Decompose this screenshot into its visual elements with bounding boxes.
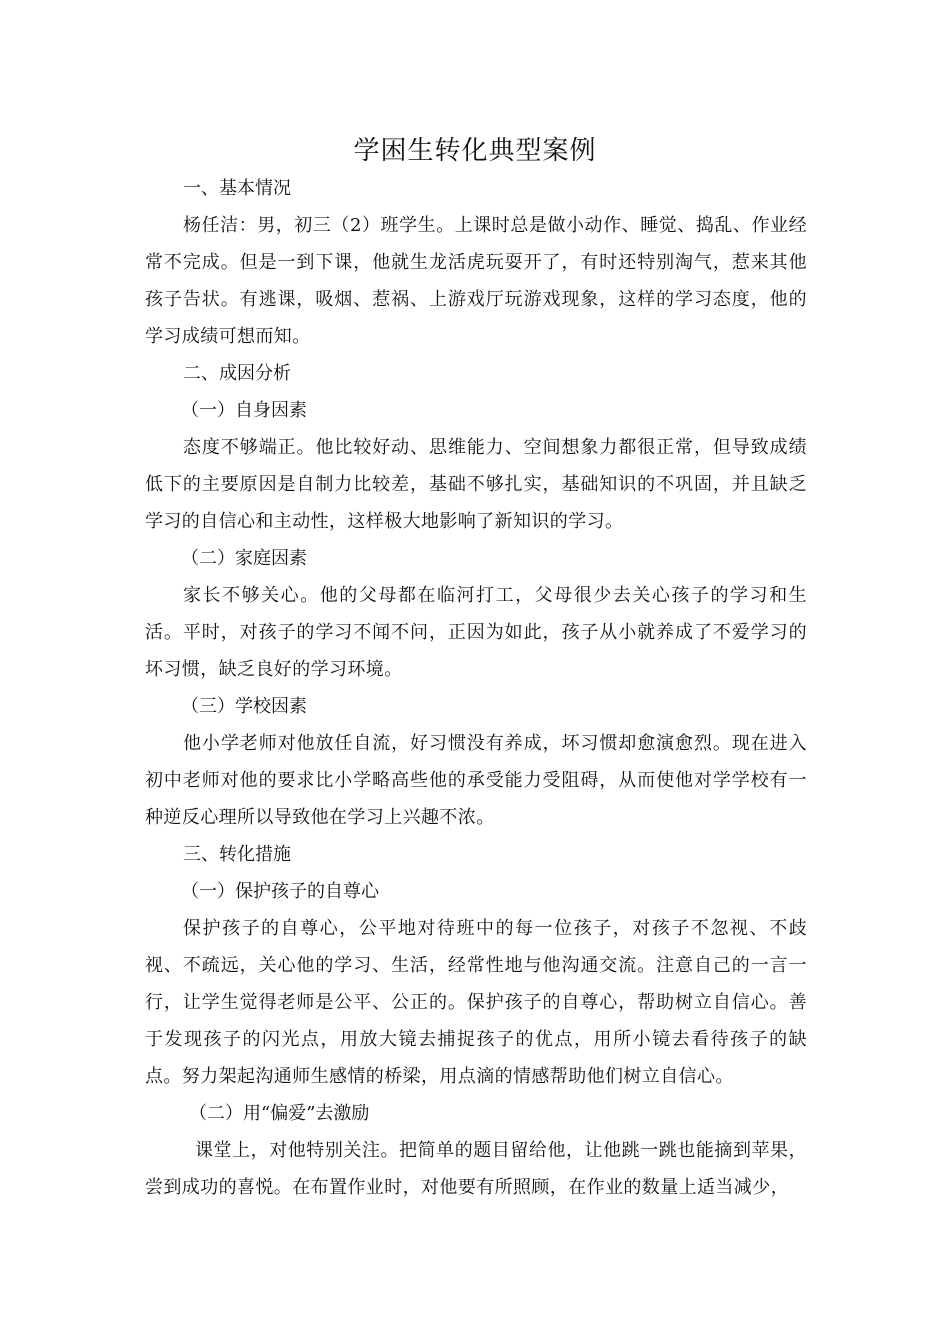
section-heading-basic-info: 一、基本情况 bbox=[183, 178, 291, 199]
paragraph-encouragement: 课堂上，对他特别关注。把简单的题目留给他，让他跳一跳也能摘到苹果，尝到成功的喜悦。在布置作业时，对他要有所照顾，在作业的数量上适当减少， bbox=[145, 1140, 807, 1198]
paragraph-basic-info: 杨任洁：男，初三（2）班学生。上课时总是做小动作、睡觉、捣乱、作业经常不完成。但是一到下课，他就生龙活虎玩耍开了，有时还特别淘气，惹来其他孩子告状。有逃课，吸烟、惹祸、上游戏厅玩游戏现象，这样的学习态度，他的学习成绩可想而知。 bbox=[145, 215, 807, 347]
subsection-heading-school-factors: （三）学校因素 bbox=[181, 696, 307, 717]
paragraph-school-factors: 他小学老师对他放任自流，好习惯没有养成，坏习惯却愈演愈烈。现在进入初中老师对他的要求比小学略高些他的承受能力受阻碍，从而使他对学学校有一种逆反心理所以导致他在学习上兴趣不浓。 bbox=[145, 733, 807, 828]
document-body bbox=[145, 170, 807, 1206]
document-title: 学困生转化典型案例 bbox=[353, 136, 597, 166]
paragraph-self-esteem: 保护孩子的自尊心，公平地对待班中的每一位孩子，对孩子不忽视、不歧视、不疏远，关心他的学习、生活，经常性地与他沟通交流。注意自己的一言一行，让学生觉得老师是公平、公正的。保护孩子的自尊心，帮助树立自信心。善于发现孩子的闪光点，用放大镜去捕捉孩子的优点，用所小镜去看待孩子的缺点。努力架起沟通师生感情的桥梁，用点滴的情感帮助他们树立自信心。 bbox=[145, 918, 807, 1087]
section-heading-measures: 三、转化措施 bbox=[183, 844, 291, 865]
subsection-heading-encouragement: （二）用“偏爱”去激励 bbox=[189, 1103, 370, 1124]
subsection-heading-self-factors: （一）自身因素 bbox=[181, 400, 307, 421]
section-heading-cause-analysis: 二、成因分析 bbox=[183, 363, 291, 384]
subsection-heading-self-esteem: （一）保护孩子的自尊心 bbox=[181, 881, 379, 902]
subsection-heading-family-factors: （二）家庭因素 bbox=[181, 548, 307, 569]
paragraph-family-factors: 家长不够关心。他的父母都在临河打工，父母很少去关心孩子的学习和生活。平时，对孩子的学习不闻不问，正因为如此，孩子从小就养成了不爱学习的坏习惯，缺乏良好的学习环境。 bbox=[145, 585, 807, 680]
paragraph-self-factors: 态度不够端正。他比较好动、思维能力、空间想象力都很正常，但导致成绩低下的主要原因是自制力比较差，基础不够扎实，基础知识的不巩固，并且缺乏学习的自信心和主动性，这样极大地影响了新知识的学习。 bbox=[145, 437, 807, 532]
